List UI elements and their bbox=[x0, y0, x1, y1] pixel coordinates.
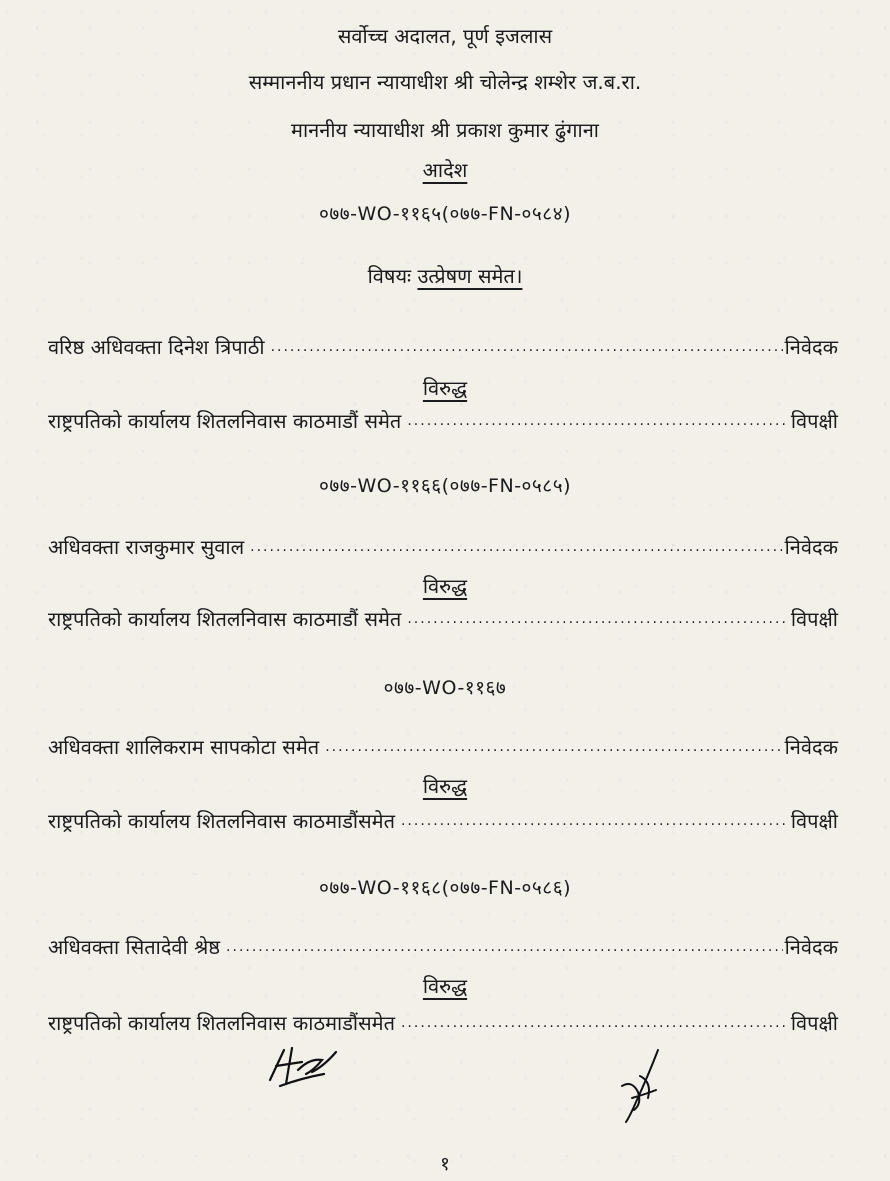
case-number: ०७७-WO-११६६(०७७-FN-०५८५) bbox=[319, 475, 571, 497]
respondent-role: विपक्षी bbox=[790, 409, 838, 433]
versus-label: विरुद्ध bbox=[422, 376, 468, 400]
page-number: १ bbox=[440, 1153, 450, 1175]
dot-leader bbox=[250, 540, 782, 554]
petitioner-role: निवेदक bbox=[784, 935, 838, 959]
versus-label: विरुद्ध bbox=[422, 774, 468, 798]
chief-justice-line: सम्माननीय प्रधान न्यायाधीश श्री चोलेन्द्र शम्शेर ज.ब.रा. bbox=[248, 70, 642, 94]
respondent-name: राष्ट्रपतिको कार्यालय शितलनिवास काठमाडौं समेत bbox=[48, 409, 402, 433]
respondent-row bbox=[48, 602, 838, 632]
signature-right bbox=[612, 1046, 672, 1126]
respondent-name: राष्ट्रपतिको कार्यालय शितलनिवास काठमाडौंसमेत bbox=[48, 1011, 395, 1035]
petitioner-role: निवेदक bbox=[784, 735, 838, 759]
respondent-name: राष्ट्रपतिको कार्यालय शितलनिवास काठमाडौंसमेत bbox=[48, 809, 395, 833]
dot-leader bbox=[226, 940, 783, 954]
petitioner-row bbox=[48, 330, 838, 360]
dot-leader bbox=[407, 414, 788, 428]
subject-line bbox=[0, 262, 890, 289]
case-number: ०७७-WO-११६५(०७७-FN-०५८४) bbox=[319, 203, 571, 225]
respondent-row bbox=[48, 404, 838, 434]
dot-leader bbox=[325, 740, 782, 754]
justice-line: माननीय न्यायाधीश श्री प्रकाश कुमार ढुंगाना bbox=[291, 118, 599, 142]
petitioner-name: वरिष्ठ अधिवक्ता दिनेश त्रिपाठी bbox=[48, 335, 265, 359]
subject-label: विषयः bbox=[367, 264, 412, 288]
respondent-name: राष्ट्रपतिको कार्यालय शितलनिवास काठमाडौं समेत bbox=[48, 607, 402, 631]
petitioner-role: निवेदक bbox=[784, 335, 838, 359]
versus-label: विरुद्ध bbox=[422, 974, 468, 998]
subject-value: उत्प्रेषण समेत। bbox=[417, 264, 523, 288]
petitioner-row bbox=[48, 530, 838, 560]
case-number: ०७७-WO-११६८(०७७-FN-०५८६) bbox=[319, 877, 571, 899]
respondent-role: विपक्षी bbox=[790, 809, 838, 833]
dot-leader bbox=[271, 340, 783, 354]
court-name: सर्वोच्च अदालत, पूर्ण इजलास bbox=[337, 24, 553, 48]
respondent-role: विपक्षी bbox=[790, 607, 838, 631]
petitioner-name: अधिवक्ता राजकुमार सुवाल bbox=[48, 535, 245, 559]
petitioner-name: अधिवक्ता सितादेवी श्रेष्ठ bbox=[48, 935, 221, 959]
petitioner-role: निवेदक bbox=[784, 535, 838, 559]
respondent-row bbox=[48, 1006, 838, 1036]
respondent-row bbox=[48, 804, 838, 834]
case-number: ०७७-WO-११६७ bbox=[383, 677, 507, 699]
dot-leader bbox=[401, 1016, 789, 1030]
petitioner-name: अधिवक्ता शालिकराम सापकोटा समेत bbox=[48, 735, 320, 759]
dot-leader bbox=[407, 612, 788, 626]
order-title: आदेश bbox=[422, 158, 468, 182]
dot-leader bbox=[401, 814, 789, 828]
respondent-role: विपक्षी bbox=[790, 1011, 838, 1035]
petitioner-row bbox=[48, 730, 838, 760]
versus-label: विरुद्ध bbox=[422, 574, 468, 598]
signature-left bbox=[262, 1040, 352, 1090]
petitioner-row bbox=[48, 930, 838, 960]
